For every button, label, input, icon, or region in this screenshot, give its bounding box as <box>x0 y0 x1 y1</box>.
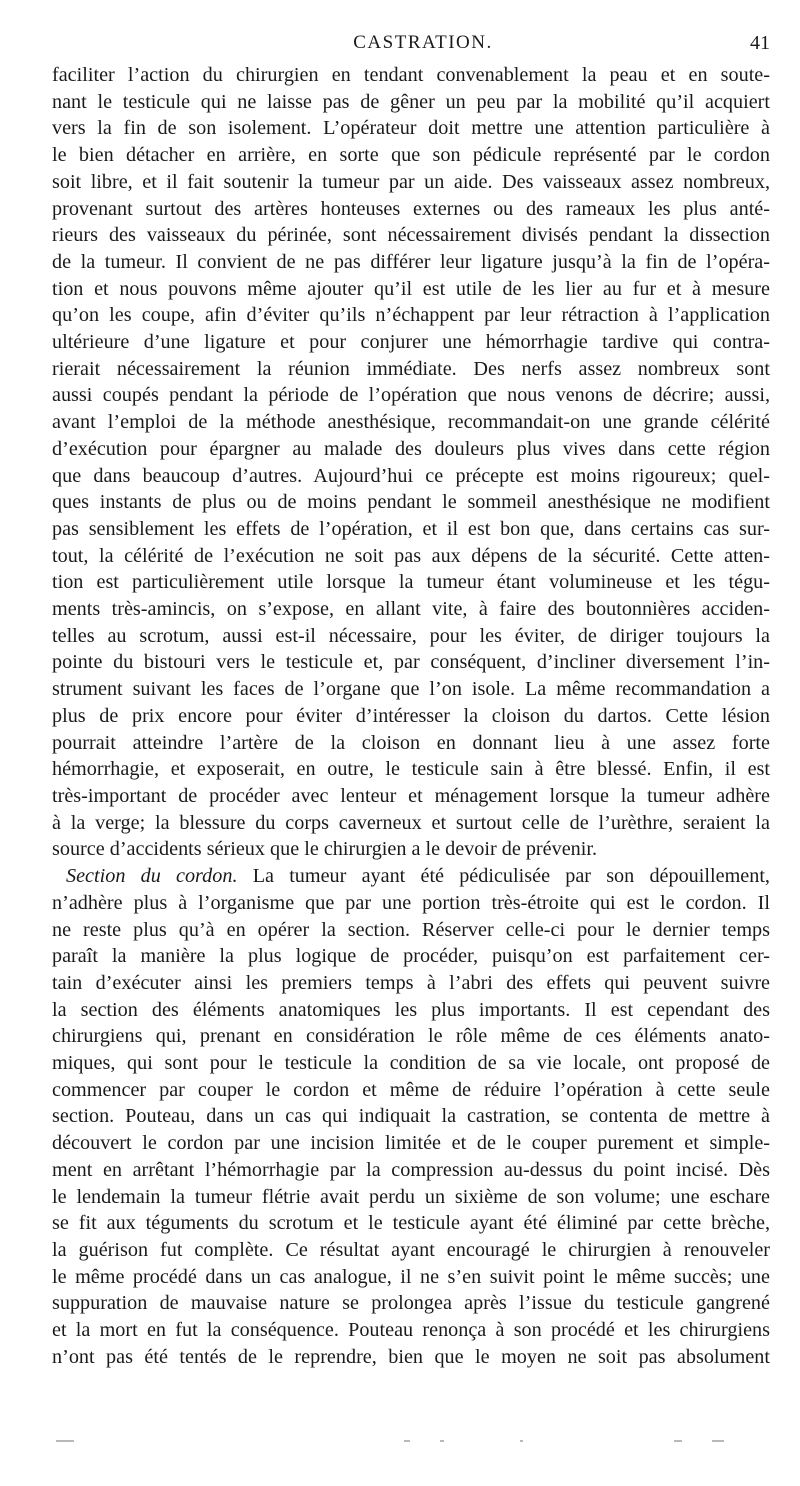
section-title: Section du cordon. <box>66 865 238 888</box>
text-line: strument suivant les faces de l’organe que l’on isole. La même recommandation a <box>52 678 770 701</box>
text-line: rieurs des vaisseaux du périnée, sont nécessairement divisés pendant la dissection <box>52 224 770 247</box>
text-line: vers la fin de son isolement. L’opérateur doit mettre une attention particulière à <box>52 117 770 140</box>
footer-print-marks <box>52 1440 770 1452</box>
text-line: le bien détacher en arrière, en sorte que son pédicule représenté par le cordon <box>52 144 770 167</box>
text-line: n’adhère plus à l’organisme que par une portion très-étroite qui est le cordon. Il <box>52 891 770 914</box>
text-line: soit libre, et il fait soutenir la tumeur par un aide. Des vaisseaux assez nombreux, <box>52 170 770 193</box>
text-line: la guérison fut complète. Ce résultat ayant encouragé le chirurgien à renouveler <box>52 1238 770 1261</box>
text-line: aussi coupés pendant la période de l’opération que nous venons de décrire; aussi, <box>52 384 770 407</box>
text-line: tion et nous pouvons même ajouter qu’il est utile de les lier au fur et à mesure <box>52 277 770 300</box>
text-line: commencer par couper le cordon et même de réduire l’opération à cette seule <box>52 1078 770 1101</box>
text-line: que dans beaucoup d’autres. Aujourd’hui ce précepte est moins rigoureux; quel- <box>52 464 770 487</box>
text-line: source d’accidents sérieux que le chirurgien a le devoir de prévenir. <box>52 838 598 861</box>
text-line: le même procédé dans un cas analogue, il ne s’en suivit point le même succès; une <box>52 1265 770 1288</box>
text-line: se fit aux téguments du scrotum et le testicule ayant été éliminé par cette brèche, <box>52 1212 770 1235</box>
text-line: le lendemain la tumeur flétrie avait perdu un sixième de son volume; une eschare <box>52 1185 770 1208</box>
text-line: qu’on les coupe, afin d’éviter qu’ils n’échappent par leur rétraction à l’application <box>52 304 770 327</box>
text-line: à la verge; la blessure du corps caverneux et surtout celle de l’urèthre, seraient la <box>52 811 770 834</box>
text-line: telles au scrotum, aussi est-il nécessaire, pour les éviter, de diriger toujours la <box>52 624 770 647</box>
text-line: ques instants de plus ou de moins pendant le sommeil anesthésique ne modifient <box>52 491 770 514</box>
text-line: très-important de procéder avec lenteur et ménagement lorsque la tumeur adhère <box>52 784 770 807</box>
text-line: tion est particulièrement utile lorsque la tumeur étant volumineuse et les tégu- <box>52 571 770 594</box>
body-text <box>52 62 770 1370</box>
text-line: ments très-amincis, on s’expose, en allant vite, à faire des boutonnières acciden- <box>52 598 770 621</box>
section-first-line-text: La tumeur ayant été pédiculisée par son dépouillement, <box>237 865 770 888</box>
running-title: CASTRATION. <box>353 32 493 53</box>
text-line: rierait nécessairement la réunion immédiate. Des nerfs assez nombreux sont <box>52 357 770 380</box>
running-head <box>52 24 770 58</box>
text-line: hémorrhagie, et exposerait, en outre, le testicule sain à être blessé. Enfin, il est <box>52 758 770 781</box>
text-line: découvert le cordon par une incision limitée et de le couper purement et simple- <box>52 1132 770 1155</box>
text-line: ultérieure d’une ligature et pour conjurer une hémorrhagie tardive qui contra- <box>52 331 770 354</box>
text-line: miques, qui sont pour le testicule la condition de sa vie locale, ont proposé de <box>52 1052 770 1075</box>
text-line: section. Pouteau, dans un cas qui indiquait la castration, se contenta de mettre à <box>52 1105 770 1128</box>
text-line: tain d’exécuter ainsi les premiers temps à l’abri des effets qui peuvent suivre <box>52 971 770 994</box>
text-line <box>52 863 770 890</box>
text-line: paraît la manière la plus logique de procéder, puisqu’on est parfaitement cer- <box>52 945 770 968</box>
text-line: faciliter l’action du chirurgien en tendant convenablement la peau et en soute- <box>52 64 770 86</box>
book-page <box>52 24 770 1370</box>
text-line: d’exécution pour épargner au malade des douleurs plus vives dans cette région <box>52 437 770 460</box>
text-line: plus de prix encore pour éviter d’intéresser la cloison du dartos. Cette lésion <box>52 704 770 727</box>
text-line: provenant surtout des artères honteuses externes ou des rameaux les plus anté- <box>52 197 770 220</box>
text-line: n’ont pas été tentés de le reprendre, bien que le moyen ne soit pas absolument <box>52 1345 770 1368</box>
text-line: la section des éléments anatomiques les plus importants. Il est cependant des <box>52 998 770 1021</box>
text-line: de la tumeur. Il convient de ne pas différer leur ligature jusqu’à la fin de l’opéra- <box>52 250 770 273</box>
text-line: tout, la célérité de l’exécution ne soit pas aux dépens de la sécurité. Cette atten- <box>52 544 770 567</box>
text-line: et la mort en fut la conséquence. Pouteau renonça à son procédé et les chirurgiens <box>52 1319 770 1342</box>
text-line: ne reste plus qu’à en opérer la section. Réserver celle-ci pour le dernier temps <box>52 918 770 941</box>
text-line: suppuration de mauvaise nature se prolongea après l’issue du testicule gangrené <box>52 1292 770 1315</box>
text-line: ment en arrêtant l’hémorrhagie par la compression au-dessus du point incisé. Dès <box>52 1158 770 1181</box>
text-line: avant l’emploi de la méthode anesthésique, recommandait-on une grande célérité <box>52 411 770 434</box>
paragraph-dissection <box>52 62 770 863</box>
text-line: pas sensiblement les effets de l’opération, et il est bon que, dans certains cas sur- <box>52 517 770 540</box>
text-line: chirurgiens qui, prenant en considération le rôle même de ces éléments anato- <box>52 1025 770 1048</box>
text-line: pourrait atteindre l’artère de la cloison en donnant lieu à une assez forte <box>52 731 770 754</box>
page-number: 41 <box>750 32 770 54</box>
text-line: pointe du bistouri vers le testicule et, par conséquent, d’incliner diversement l’in- <box>52 651 770 674</box>
text-line: nant le testicule qui ne laisse pas de gêner un peu par la mobilité qu’il acquiert <box>52 90 770 113</box>
paragraph-section-du-cordon <box>52 863 770 1370</box>
